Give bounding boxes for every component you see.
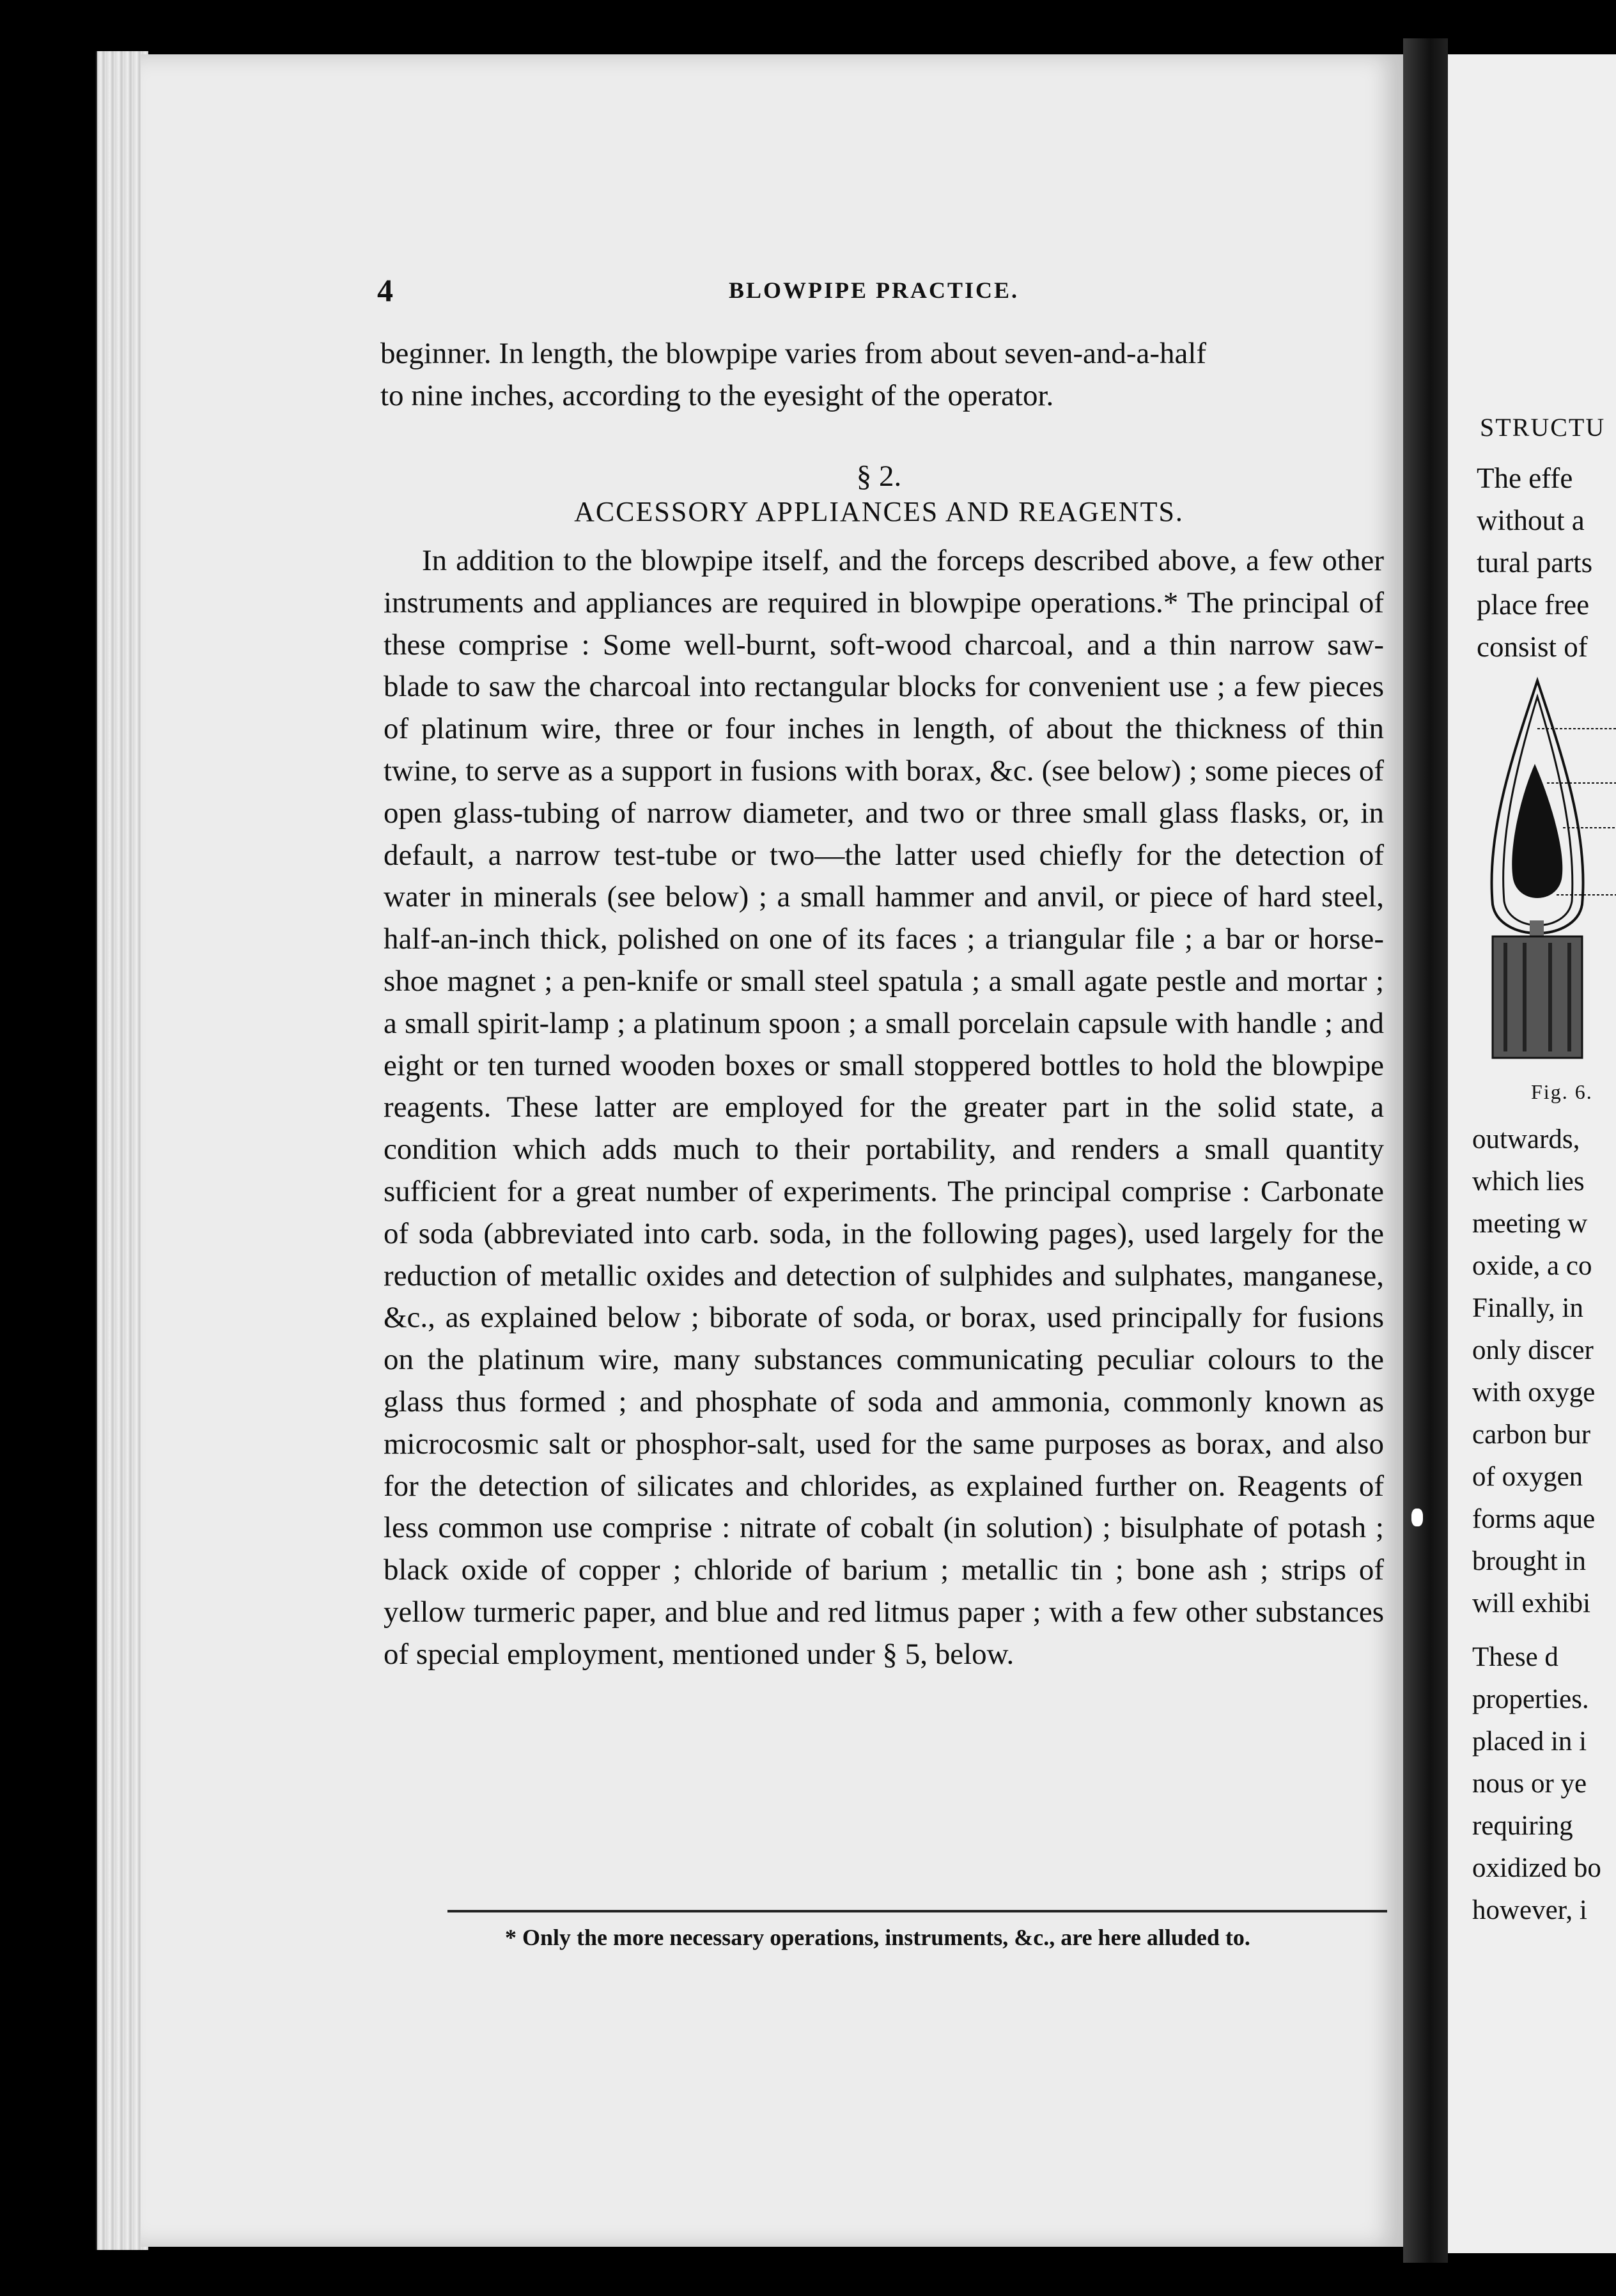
- right-line: outwards,: [1472, 1124, 1580, 1154]
- section-title: ACCESSORY APPLIANCES AND REAGENTS.: [574, 496, 1184, 527]
- right-line: will exhibi: [1472, 1588, 1591, 1618]
- right-page-lines-middle: [1472, 1119, 1595, 1625]
- right-page: [1448, 54, 1616, 2253]
- right-line: without a: [1477, 504, 1585, 536]
- right-line: properties.: [1472, 1684, 1589, 1714]
- right-line: The effe: [1477, 462, 1573, 494]
- right-page-heading: STRUCTU: [1480, 413, 1606, 442]
- running-head-title: BLOWPIPE PRACTICE.: [729, 277, 1020, 303]
- section-number: § 2.: [856, 460, 902, 493]
- right-page-lines-top: [1477, 457, 1592, 668]
- main-paragraph: In addition to the blowpipe itself, and the forceps described above, a few other instruments and appliances are required in blowpipe operations.* The principal of these comprise : Some well-burnt, soft-wood charcoal, and a thin narrow saw-blade to saw the charcoal into rectangular blocks for convenient use ; a few pieces of platinum wire, three or four inches in length, of about the thickness of thin twine, to serve as a support in fusions with borax, &c. (see below) ; some pieces of open glass-tubing of narrow diameter, and two or three small glass flasks, or, in default, a narrow test-tube or two—the latter used chiefly for the detection of water in minerals (see below) ; a small hammer and anvil, or piece of hard steel, half-an-inch thick, polished on one of its faces ; a triangular file ; a bar or horse-shoe magnet ; a pen-knife or small steel spatula ; a small agate pestle and mortar ; a small spirit-lamp ; a platinum spoon ; a small porcelain capsule with handle ; and eight or ten turned wooden boxes or small stoppered bottles to hold the blowpipe reagents. These latter are employed for the greater part in the solid state, a condition which adds much to their portability, and renders a small quantity sufficient for a great number of experiments. The principal comprise : Carbonate of soda (abbreviated into carb. soda, in the following pages), used largely for the reduction of metallic oxides and detection of sulphides and sulphates, manganese, &c., as explained below ; biborate of soda, or borax, used principally for fusions on the platinum wire, many substances communicating peculiar colours to the glass thus formed ; and phosphate of soda and ammonia, commonly known as microcosmic salt or phosphor-salt, used for the same purposes as borax, and also for the detection of silicates and chlorides, as explained further on. Reagents of less common use comprise : nitrate of cobalt (in solution) ; bisulphate of potash ; black oxide of copper ; chloride of barium ; metallic tin ; bone ash ; strips of yellow turmeric paper, and blue and red litmus paper ; with a few other substances of special employment, mentioned under § 5, below.: [384, 544, 1384, 1671]
- right-line: of oxygen: [1472, 1462, 1583, 1492]
- right-line: place free: [1477, 589, 1590, 621]
- page-number: 4: [377, 272, 393, 308]
- right-line: carbon bur: [1472, 1420, 1591, 1450]
- right-line: only discer: [1472, 1335, 1594, 1365]
- right-line: Finally, in: [1472, 1293, 1583, 1323]
- book-gutter: [1403, 38, 1448, 2263]
- right-line: meeting w: [1472, 1209, 1588, 1239]
- right-line: tural parts: [1477, 547, 1593, 578]
- right-line: oxide, a co: [1472, 1251, 1592, 1281]
- footnote: * Only the more necessary operations, instruments, &c., are here alluded to.: [505, 1925, 1250, 1950]
- right-line: These d: [1472, 1642, 1558, 1672]
- opening-line-2: to nine inches, according to the eyesight of the operator.: [380, 379, 1054, 412]
- opening-lines: [380, 332, 1378, 417]
- right-line: with oxyge: [1472, 1377, 1596, 1408]
- running-header: [377, 272, 1381, 310]
- opening-line-1: beginner. In length, the blowpipe varies from about seven-and-a-half: [380, 337, 1207, 370]
- candle-flame-figure: [1473, 668, 1616, 1064]
- right-line: nous or ye: [1472, 1769, 1587, 1799]
- right-line: however, i: [1472, 1895, 1587, 1925]
- right-line: placed in i: [1472, 1726, 1587, 1757]
- footnote-rule: [447, 1910, 1387, 1912]
- figure-caption: Fig. 6.: [1531, 1080, 1593, 1103]
- right-page-lines-bottom: [1472, 1636, 1601, 1932]
- right-line: consist of: [1477, 631, 1588, 663]
- right-line: requiring: [1472, 1811, 1573, 1841]
- right-line: forms aque: [1472, 1504, 1596, 1534]
- gutter-speck: [1411, 1509, 1423, 1526]
- right-line: which lies: [1472, 1167, 1585, 1197]
- right-line: brought in: [1472, 1546, 1586, 1576]
- right-line: oxidized bo: [1472, 1853, 1601, 1883]
